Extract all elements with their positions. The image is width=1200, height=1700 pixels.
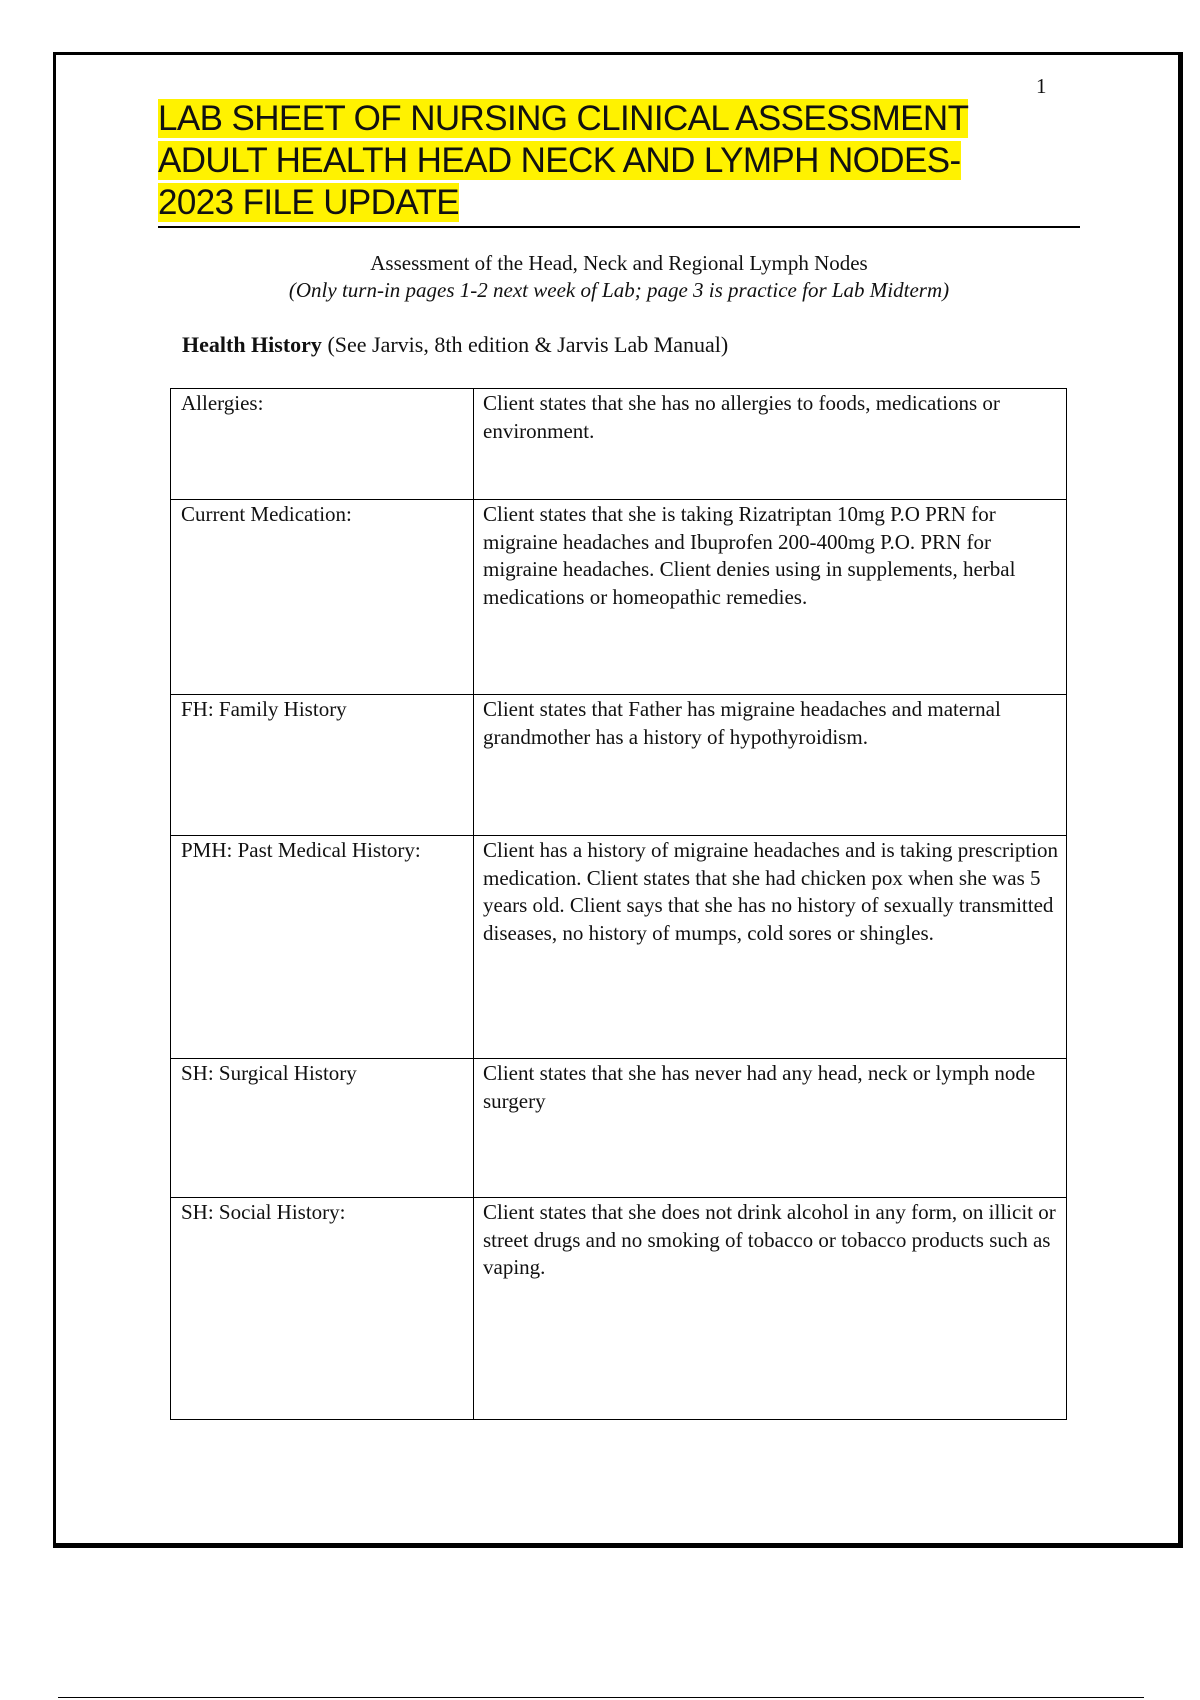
row-value-social-history: Client states that she does not drink alcohol in any form, on illicit or street drugs and no smoking of tobacco or tobacco products such as vaping. <box>474 1198 1067 1420</box>
table-row <box>171 500 1067 695</box>
table-row <box>171 1198 1067 1420</box>
section-heading-rest: (See Jarvis, 8th edition & Jarvis Lab Manual) <box>327 332 729 357</box>
title-line-1: LAB SHEET OF NURSING CLINICAL ASSESSMENT <box>158 99 969 138</box>
row-value-current-medication: Client states that she is taking Rizatriptan 10mg P.O PRN for migraine headaches and Ibuprofen 200-400mg P.O. PRN for migraine headaches. Client denies using in supplements, herbal medications or homeopathic remedies. <box>474 500 1067 695</box>
table-row <box>171 836 1067 1059</box>
row-value-surgical-history: Client states that she has never had any head, neck or lymph node surgery <box>474 1059 1067 1198</box>
subtitle-text: Assessment of the Head, Neck and Regional Lymph Nodes <box>370 251 868 275</box>
row-value-family-history: Client states that Father has migraine headaches and maternal grandmother has a history of hypothyroidism. <box>474 695 1067 836</box>
section-heading-bold: Health History <box>182 332 322 357</box>
row-label-past-medical-history: PMH: Past Medical History: <box>171 836 474 1059</box>
table-row <box>171 1059 1067 1198</box>
title-line-2: ADULT HEALTH HEAD NECK AND LYMPH NODES- <box>158 141 961 180</box>
row-label-family-history: FH: Family History <box>171 695 474 836</box>
footer-divider <box>58 1697 1144 1698</box>
subtitle-note: (Only turn-in pages 1-2 next week of Lab; page 3 is practice for Lab Midterm) <box>288 278 950 302</box>
title-line-3: 2023 FILE UPDATE <box>158 183 459 222</box>
title-divider <box>158 226 1080 228</box>
row-value-past-medical-history: Client has a history of migraine headaches and is taking prescription medication. Client states that she had chicken pox when she was 5 years old. Client says that she has no history of sexually transmitted diseases, no history of mumps, cold sores or shingles. <box>474 836 1067 1059</box>
table-row <box>171 389 1067 500</box>
health-history-heading <box>182 332 728 358</box>
row-value-allergies: Client states that she has no allergies to foods, medications or environment. <box>474 389 1067 500</box>
assessment-subtitle <box>158 250 1080 304</box>
row-label-social-history: SH: Social History: <box>171 1198 474 1420</box>
row-label-current-medication: Current Medication: <box>171 500 474 695</box>
page-number: 1 <box>1036 74 1047 98</box>
table-row <box>171 695 1067 836</box>
health-history-table <box>170 388 1067 1420</box>
document-title <box>158 98 1088 224</box>
row-label-surgical-history: SH: Surgical History <box>171 1059 474 1198</box>
row-label-allergies: Allergies: <box>171 389 474 500</box>
